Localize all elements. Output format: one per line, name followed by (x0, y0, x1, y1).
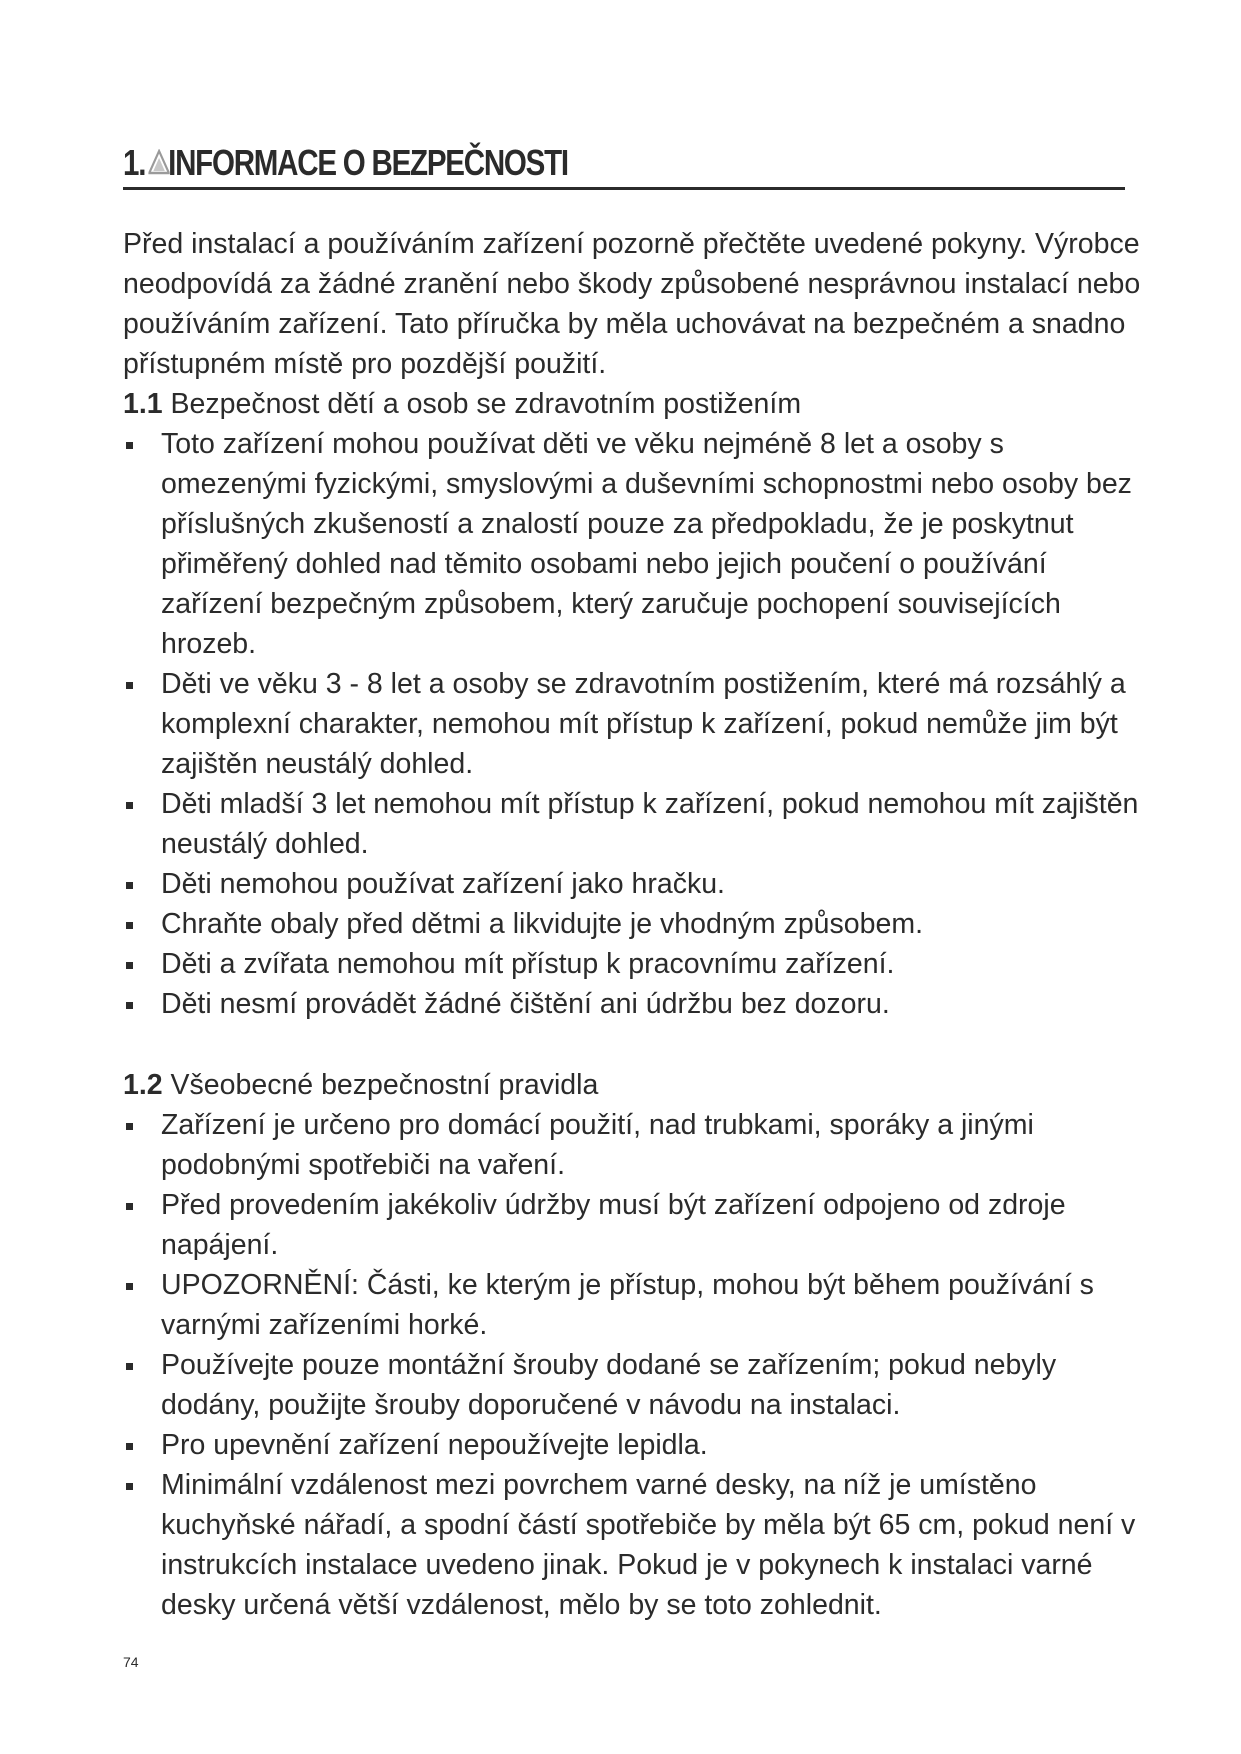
warning-triangle-icon (148, 142, 169, 184)
section-heading (123, 138, 1125, 190)
list-item: Používejte pouze montážní šrouby dodané se zařízením; pokud nebyly dodány, použijte šrouby doporučené v návodu na instalaci. (123, 1345, 1143, 1425)
subsection-1-2-title: Všeobecné bezpečnostní pravidla (170, 1069, 599, 1101)
body-text (123, 224, 1143, 1625)
subsection-1-2-list (123, 1105, 1143, 1625)
subsection-1-1-heading (123, 384, 1143, 424)
subsection-1-1-list (123, 424, 1143, 1024)
page-number: 74 (123, 1654, 139, 1670)
section-heading-text (123, 142, 568, 184)
list-item: Chraňte obaly před dětmi a likvidujte je vhodným způsobem. (123, 904, 1143, 944)
list-item: Před provedením jakékoliv údržby musí být zařízení odpojeno od zdroje napájení. (123, 1185, 1143, 1265)
list-item: Děti ve věku 3 - 8 let a osoby se zdravotním postižením, které má rozsáhlý a komplexní charakter, nemohou mít přístup k zařízení, pokud nemůže jim být zajištěn neustálý dohled. (123, 664, 1143, 784)
section-spacer (123, 1024, 1143, 1065)
section-heading-title: INFORMACE O BEZPEČNOSTI (168, 142, 568, 183)
list-item: Děti nesmí provádět žádné čištění ani údržbu bez dozoru. (123, 984, 1143, 1024)
section-heading-number: 1. (123, 142, 146, 183)
intro-paragraph: Před instalací a používáním zařízení pozorně přečtěte uvedené pokyny. Výrobce neodpovídá za žádné zranění nebo škody způsobené nesprávnou instalací nebo používáním zařízení. Tato příručka by měla uchovávat na bezpečném a snadno přístupném místě pro pozdější použití. (123, 228, 1141, 380)
subsection-1-1-title: Bezpečnost dětí a osob se zdravotním postižením (170, 388, 802, 420)
list-item: Toto zařízení mohou používat děti ve věku nejméně 8 let a osoby s omezenými fyzickými, smyslovými a duševními schopnostmi nebo osoby bez příslušných zkušeností a znalostí pouze za předpokladu, že je poskytnut přiměřený dohled nad těmito osobami nebo jejich poučení o používání zařízení bezpečným způsobem, který zaručuje pochopení souvisejících hrozeb. (123, 424, 1143, 664)
list-item: Děti nemohou používat zařízení jako hračku. (123, 864, 1143, 904)
list-item: Minimální vzdálenost mezi povrchem varné desky, na níž je umístěno kuchyňské nářadí, a spodní částí spotřebiče by měla být 65 cm, pokud není v instrukcích instalace uvedeno jinak. Pokud je v pokynech k instalaci varné desky určená větší vzdálenost, mělo by se toto zohlednit. (123, 1465, 1143, 1625)
list-item: Pro upevnění zařízení nepoužívejte lepidla. (123, 1425, 1143, 1465)
list-item: Děti mladší 3 let nemohou mít přístup k zařízení, pokud nemohou mít zajištěn neustálý dohled. (123, 784, 1143, 864)
subsection-1-2-number: 1.2 (123, 1069, 163, 1101)
list-item: Zařízení je určeno pro domácí použití, nad trubkami, sporáky a jinými podobnými spotřebiči na vaření. (123, 1105, 1143, 1185)
list-item: UPOZORNĚNÍ: Části, ke kterým je přístup, mohou být během používání s varnými zařízeními horké. (123, 1265, 1143, 1345)
list-item: Děti a zvířata nemohou mít přístup k pracovnímu zařízení. (123, 944, 1143, 984)
subsection-1-1-number: 1.1 (123, 388, 163, 420)
subsection-1-2-heading (123, 1065, 1143, 1105)
